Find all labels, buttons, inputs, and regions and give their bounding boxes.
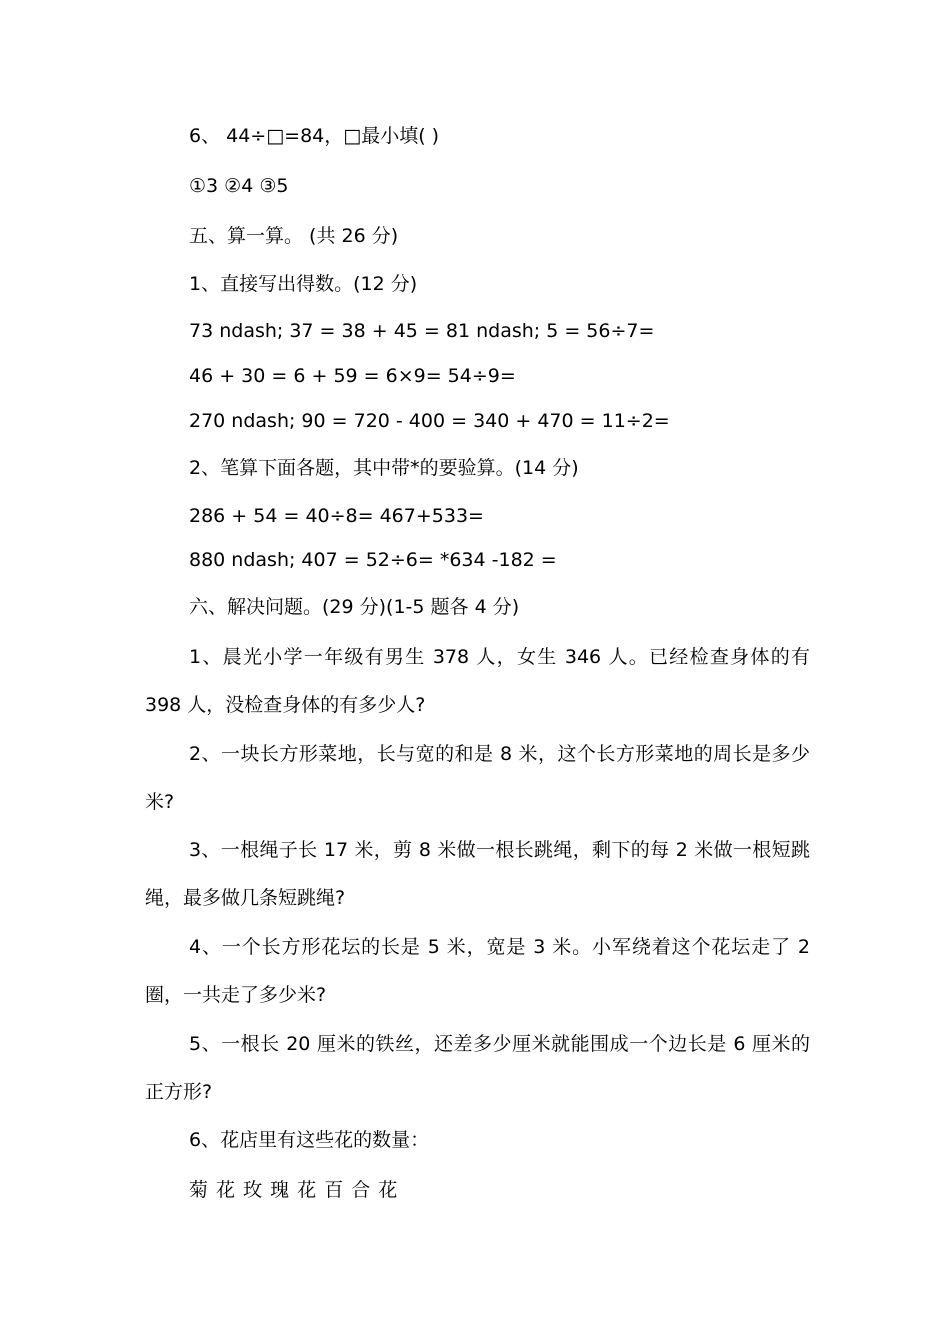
word-problem-3: 3、一根绳子长 17 米，剪 8 米做一根长跳绳，剩下的每 2 米做一根短跳绳，最多做几条短跳绳? bbox=[145, 839, 810, 909]
word-problem-1: 1、晨光小学一年级有男生 378 人，女生 346 人。已经检查身体的有 398 人，没检查身体的有多少人? bbox=[145, 646, 810, 716]
section-5-title: 五、算一算。 (共 26 分) bbox=[189, 225, 399, 247]
written-math-row-1: 286 + 54 = 40÷8= 467+533= bbox=[189, 505, 484, 527]
flower-types-row: 菊 花 玫 瑰 花 百 合 花 bbox=[189, 1179, 399, 1201]
mental-math-row-3: 270 ndash; 90 = 720 - 400 = 340 + 470 = 11÷2= bbox=[189, 410, 670, 432]
mental-math-row-1: 73 ndash; 37 = 38 + 45 = 81 ndash; 5 = 56÷7= bbox=[189, 320, 655, 342]
section-5-question-1-title: 1、直接写出得数。(12 分) bbox=[189, 273, 418, 295]
section-6-title: 六、解决问题。(29 分)(1-5 题各 4 分) bbox=[189, 596, 520, 618]
question-6-options: ①3 ②4 ③5 bbox=[189, 175, 289, 197]
word-problem-5: 5、一根长 20 厘米的铁丝，还差多少厘米就能围成一个边长是 6 厘米的正方形? bbox=[145, 1033, 810, 1103]
word-problem-6: 6、花店里有这些花的数量： bbox=[189, 1129, 430, 1151]
written-math-row-2: 880 ndash; 407 = 52÷6= *634 -182 = bbox=[189, 549, 557, 571]
question-6-stem: 6、 44÷□=84，□最小填( ) bbox=[189, 125, 440, 147]
word-problem-2: 2、一块长方形菜地，长与宽的和是 8 米，这个长方形菜地的周长是多少米? bbox=[145, 743, 810, 813]
section-5-question-2-title: 2、笔算下面各题，其中带*的要验算。(14 分) bbox=[189, 457, 579, 479]
word-problem-4: 4、一个长方形花坛的长是 5 米，宽是 3 米。小军绕着这个花坛走了 2 圈，一共走了多少米? bbox=[145, 936, 810, 1006]
mental-math-row-2: 46 + 30 = 6 + 59 = 6×9= 54÷9= bbox=[189, 365, 516, 387]
